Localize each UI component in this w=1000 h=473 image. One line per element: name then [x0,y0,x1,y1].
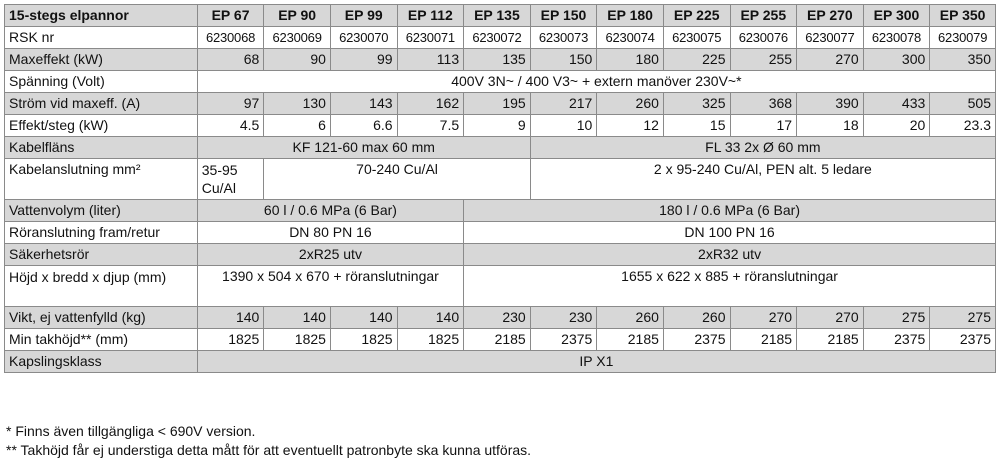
takhojd-cell: 1825 [330,329,397,351]
roranslutning-left: DN 80 PN 16 [197,222,463,244]
row-label: Min takhöjd** (mm) [5,329,198,351]
kabelanslutning-right: 2 x 95-240 Cu/Al, PEN alt. 5 ledare [530,159,995,200]
row-label: Kapslingsklass [5,351,198,373]
maxeffekt-cell: 350 [930,49,996,71]
maxeffekt-row [5,49,996,71]
maxeffekt-cell: 99 [330,49,397,71]
vikt-cell: 140 [197,307,264,329]
takhojd-cell: 2375 [663,329,730,351]
maxeffekt-cell: 135 [464,49,531,71]
takhojd-cell: 1825 [397,329,464,351]
effekt-steg-cell: 18 [797,115,864,137]
effekt-steg-cell: 6.6 [330,115,397,137]
vikt-row [5,307,996,329]
row-label: Effekt/steg (kW) [5,115,198,137]
model-header: EP 150 [530,5,597,27]
takhojd-cell: 2185 [730,329,797,351]
vikt-cell: 260 [663,307,730,329]
row-label: Ström vid maxeff. (A) [5,93,198,115]
vikt-cell: 275 [863,307,930,329]
vikt-cell: 260 [597,307,664,329]
maxeffekt-cell: 255 [730,49,797,71]
takhojd-row [5,329,996,351]
effekt-steg-cell: 4.5 [197,115,264,137]
footnote: * Finns även tillgängliga < 690V version. [6,423,256,439]
maxeffekt-cell: 180 [597,49,664,71]
takhojd-cell: 2185 [464,329,531,351]
effekt-steg-cell: 15 [663,115,730,137]
sakerhetsror-right: 2xR32 utv [464,244,996,266]
effekt-steg-row [5,115,996,137]
row-label: Kabelanslutning mm² [5,159,198,200]
kabelanslutning-row [5,159,996,200]
kapsling-value: IP X1 [197,351,995,373]
strom-cell: 433 [863,93,930,115]
vikt-cell: 140 [264,307,331,329]
maxeffekt-cell: 113 [397,49,464,71]
vikt-cell: 270 [730,307,797,329]
model-header: EP 225 [663,5,730,27]
effekt-steg-cell: 12 [597,115,664,137]
footnotes [6,422,531,460]
strom-cell: 368 [730,93,797,115]
header-row [5,5,996,27]
model-header: EP 112 [397,5,464,27]
maxeffekt-cell: 225 [663,49,730,71]
row-label: Höjd x bredd x djup (mm) [5,266,198,307]
kabelflans-left: KF 121-60 max 60 mm [197,137,530,159]
spec-table [4,4,996,373]
vattenvolym-left: 60 l / 0.6 MPa (6 Bar) [197,200,463,222]
strom-cell: 162 [397,93,464,115]
takhojd-cell: 2375 [530,329,597,351]
effekt-steg-cell: 10 [530,115,597,137]
takhojd-cell: 1825 [264,329,331,351]
sakerhetsror-left: 2xR25 utv [197,244,463,266]
rsk-cell: 6230068 [197,27,264,49]
vikt-cell: 140 [397,307,464,329]
kabelanslutning-middle: 70-240 Cu/Al [264,159,530,200]
effekt-steg-cell: 17 [730,115,797,137]
roranslutning-right: DN 100 PN 16 [464,222,996,244]
rsk-cell: 6230076 [730,27,797,49]
effekt-steg-cell: 23.3 [930,115,996,137]
rsk-cell: 6230077 [797,27,864,49]
spanning-row [5,71,996,93]
takhojd-cell: 2185 [597,329,664,351]
vattenvolym-right: 180 l / 0.6 MPa (6 Bar) [464,200,996,222]
vikt-cell: 230 [530,307,597,329]
kabelflans-right: FL 33 2x Ø 60 mm [530,137,995,159]
maxeffekt-cell: 90 [264,49,331,71]
strom-cell: 195 [464,93,531,115]
matt-row [5,266,996,307]
takhojd-cell: 2375 [863,329,930,351]
row-label: Kabelfläns [5,137,198,159]
matt-left: 1390 x 504 x 670 + röranslutningar [197,266,463,307]
strom-cell: 130 [264,93,331,115]
sakerhetsror-row [5,244,996,266]
maxeffekt-cell: 300 [863,49,930,71]
model-header: EP 67 [197,5,264,27]
rsk-cell: 6230073 [530,27,597,49]
maxeffekt-cell: 68 [197,49,264,71]
rsk-cell: 6230072 [464,27,531,49]
model-header: EP 180 [597,5,664,27]
strom-cell: 260 [597,93,664,115]
row-label: Säkerhetsrör [5,244,198,266]
rsk-cell: 6230071 [397,27,464,49]
matt-right: 1655 x 622 x 885 + röranslutningar [464,266,996,307]
maxeffekt-cell: 270 [797,49,864,71]
effekt-steg-cell: 7.5 [397,115,464,137]
model-header: EP 135 [464,5,531,27]
strom-cell: 505 [930,93,996,115]
row-label: Vattenvolym (liter) [5,200,198,222]
strom-cell: 217 [530,93,597,115]
vattenvolym-row [5,200,996,222]
strom-row [5,93,996,115]
vikt-cell: 275 [930,307,996,329]
model-header: EP 270 [797,5,864,27]
effekt-steg-cell: 6 [264,115,331,137]
kabelanslutning-first: 35-95 Cu/Al [197,159,264,200]
rsk-cell: 6230079 [930,27,996,49]
spanning-value: 400V 3N~ / 400 V3~ + extern manöver 230V~* [197,71,995,93]
rsk-cell: 6230078 [863,27,930,49]
row-label: Maxeffekt (kW) [5,49,198,71]
rsk-cell: 6230070 [330,27,397,49]
strom-cell: 390 [797,93,864,115]
model-header: EP 90 [264,5,331,27]
footnote: ** Takhöjd får ej understiga detta mått för att eventuellt patronbyte ska kunna utföras. [6,442,532,458]
kabelflans-row [5,137,996,159]
strom-cell: 143 [330,93,397,115]
row-label: RSK nr [5,27,198,49]
rsk-row [5,27,996,49]
row-label: Vikt, ej vattenfylld (kg) [5,307,198,329]
model-header: EP 350 [930,5,996,27]
row-label: Spänning (Volt) [5,71,198,93]
effekt-steg-cell: 20 [863,115,930,137]
model-header: EP 300 [863,5,930,27]
kapsling-row [5,351,996,373]
table-title: 15-stegs elpannor [5,5,198,27]
model-header: EP 255 [730,5,797,27]
model-header: EP 99 [330,5,397,27]
vikt-cell: 230 [464,307,531,329]
rsk-cell: 6230074 [597,27,664,49]
vikt-cell: 270 [797,307,864,329]
rsk-cell: 6230069 [264,27,331,49]
takhojd-cell: 1825 [197,329,264,351]
strom-cell: 97 [197,93,264,115]
effekt-steg-cell: 9 [464,115,531,137]
vikt-cell: 140 [330,307,397,329]
strom-cell: 325 [663,93,730,115]
takhojd-cell: 2375 [930,329,996,351]
row-label: Röranslutning fram/retur [5,222,198,244]
takhojd-cell: 2185 [797,329,864,351]
roranslutning-row [5,222,996,244]
rsk-cell: 6230075 [663,27,730,49]
maxeffekt-cell: 150 [530,49,597,71]
